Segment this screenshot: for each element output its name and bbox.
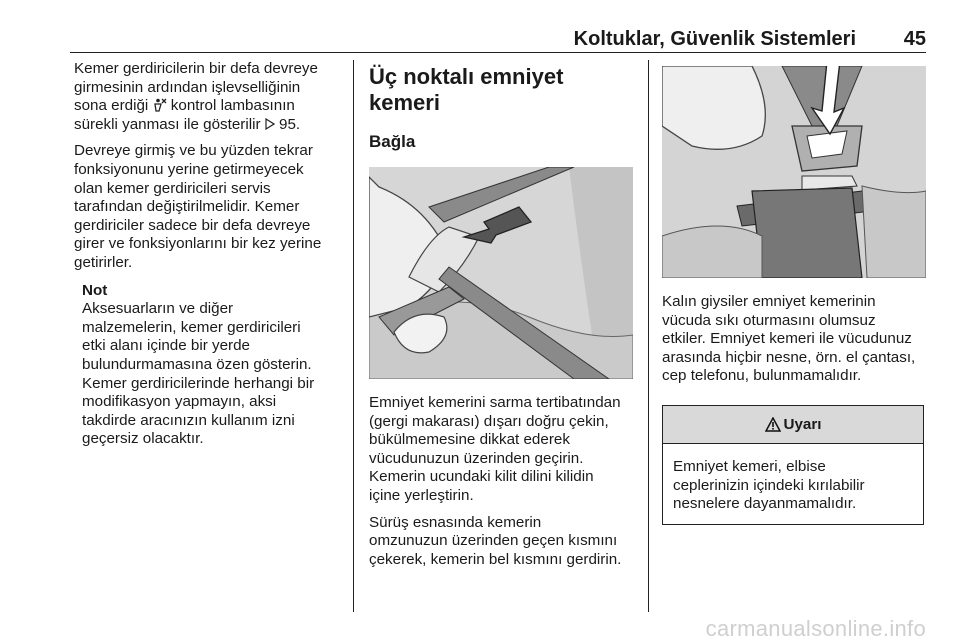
illustration-fastening-belt xyxy=(369,167,633,379)
belt-fastening-drawing xyxy=(369,167,633,379)
text-line: çekerek, kemerin bel kısmını gerdirin. xyxy=(369,550,622,568)
text-line: getirirler. xyxy=(74,253,133,271)
warning-header xyxy=(663,406,923,444)
text-line: etki alanı içinde bir yerde xyxy=(82,337,250,355)
text-line: modifikasyon yapmayın, aksi xyxy=(82,393,277,411)
text-line: sürekli yanması ile gösterilir xyxy=(74,115,261,133)
page-header xyxy=(70,26,926,53)
column-1 xyxy=(74,60,340,449)
text-line: girmesinin ardından işlevselliğinin xyxy=(74,78,301,96)
seatbelt-tensioner-icon xyxy=(153,98,167,112)
text-line: Sürüş esnasında kemerin xyxy=(369,513,542,531)
note-box xyxy=(82,282,340,449)
text-line: fonksiyonunu yerine getirmeyecek xyxy=(74,160,304,178)
text-line: Kemer gerdiricilerin bir defa devreye xyxy=(74,60,318,77)
text-line: kontrol lambasının xyxy=(170,97,295,115)
text-line: cep telefonu, bulunmamalıdır. xyxy=(662,367,862,385)
text-line: geçersiz olacaktır. xyxy=(82,430,204,448)
text-line: girer ve fonksiyonlarını bir kez yerine xyxy=(74,235,322,253)
column-divider-1 xyxy=(353,60,354,612)
text-line: etkiler. Emniyet kemeri ile vücudunuz xyxy=(662,330,912,348)
column-divider-2 xyxy=(648,60,649,612)
text-line: takdirde aracınızın kullanım izni xyxy=(82,411,295,429)
warning-title: Uyarı xyxy=(783,415,822,433)
section-heading: Üç noktalı emniyet kemeri xyxy=(369,64,564,115)
text-line: malzemelerin, kemer gerdiricileri xyxy=(82,318,301,336)
text-line: Kalın giysiler emniyet kemerinin xyxy=(662,293,876,310)
text-line: omzunuzun üzerinden geçen kısmını xyxy=(369,532,618,550)
text-line: Devreye girmiş ve bu yüzden tekrar xyxy=(74,142,313,160)
page-number: 45 xyxy=(903,28,926,50)
paragraph-clothing-warning xyxy=(662,293,928,386)
warning-body xyxy=(663,444,923,524)
text-line: tarafından değiştirilmelidir. Kemer xyxy=(74,198,300,216)
paragraph-tensioner-status xyxy=(74,60,340,134)
warning-box xyxy=(662,405,924,525)
note-text xyxy=(82,300,340,449)
watermark-text: carmanualsonline.info xyxy=(705,616,926,641)
paragraph-fasten-instructions xyxy=(369,394,637,506)
text-line: bükülmemesine dikkat ederek xyxy=(369,431,570,449)
column-3 xyxy=(662,60,928,525)
text-line: vücuda sıkı oturmasını olumsuz xyxy=(662,311,876,329)
text-line: sona erdiği xyxy=(74,97,149,115)
subsection-heading: Bağla xyxy=(369,132,416,151)
text-line: içine yerleştirin. xyxy=(369,486,474,504)
warning-triangle-icon xyxy=(765,417,781,432)
text-line: nesnelere dayanmamalıdır. xyxy=(673,495,857,513)
text-line: arasında hiçbir nesne, örn. el çantası, xyxy=(662,348,916,366)
text-line: olan kemer gerdiricileri servis xyxy=(74,179,271,197)
text-line: Kemerin ucundaki kilit dilini kilidin xyxy=(369,468,594,486)
note-label: Not xyxy=(82,281,108,299)
triangle-right-icon[interactable] xyxy=(265,118,275,130)
paragraph-replacement xyxy=(74,142,340,272)
column-2 xyxy=(369,60,637,569)
text-line: vücudunuzun üzerinden geçirin. xyxy=(369,449,584,467)
text-line: (gergi makarası) dışarı doğru çekin, xyxy=(369,412,609,430)
text-line: gerdiriciler sadece bir defa devreye xyxy=(74,216,311,234)
text-line: Emniyet kemeri, elbise xyxy=(673,457,826,475)
text-line: bulundurmamasına özen gösterin. xyxy=(82,355,312,373)
paragraph-tighten-instructions xyxy=(369,514,637,570)
text-line: Kemer gerdiricilerinde herhangi bir xyxy=(82,374,315,392)
text-line: ceplerinizin içindeki kırılabilir xyxy=(673,476,865,494)
text-line: Emniyet kemerini sarma tertibatından xyxy=(369,394,621,411)
illustration-buckle xyxy=(662,66,926,278)
page-reference[interactable]: 95. xyxy=(279,115,301,133)
header-title: Koltuklar, Güvenlik Sistemleri xyxy=(573,28,856,50)
text-line: Aksesuarların ve diğer xyxy=(82,300,234,318)
buckle-drawing xyxy=(662,66,926,278)
